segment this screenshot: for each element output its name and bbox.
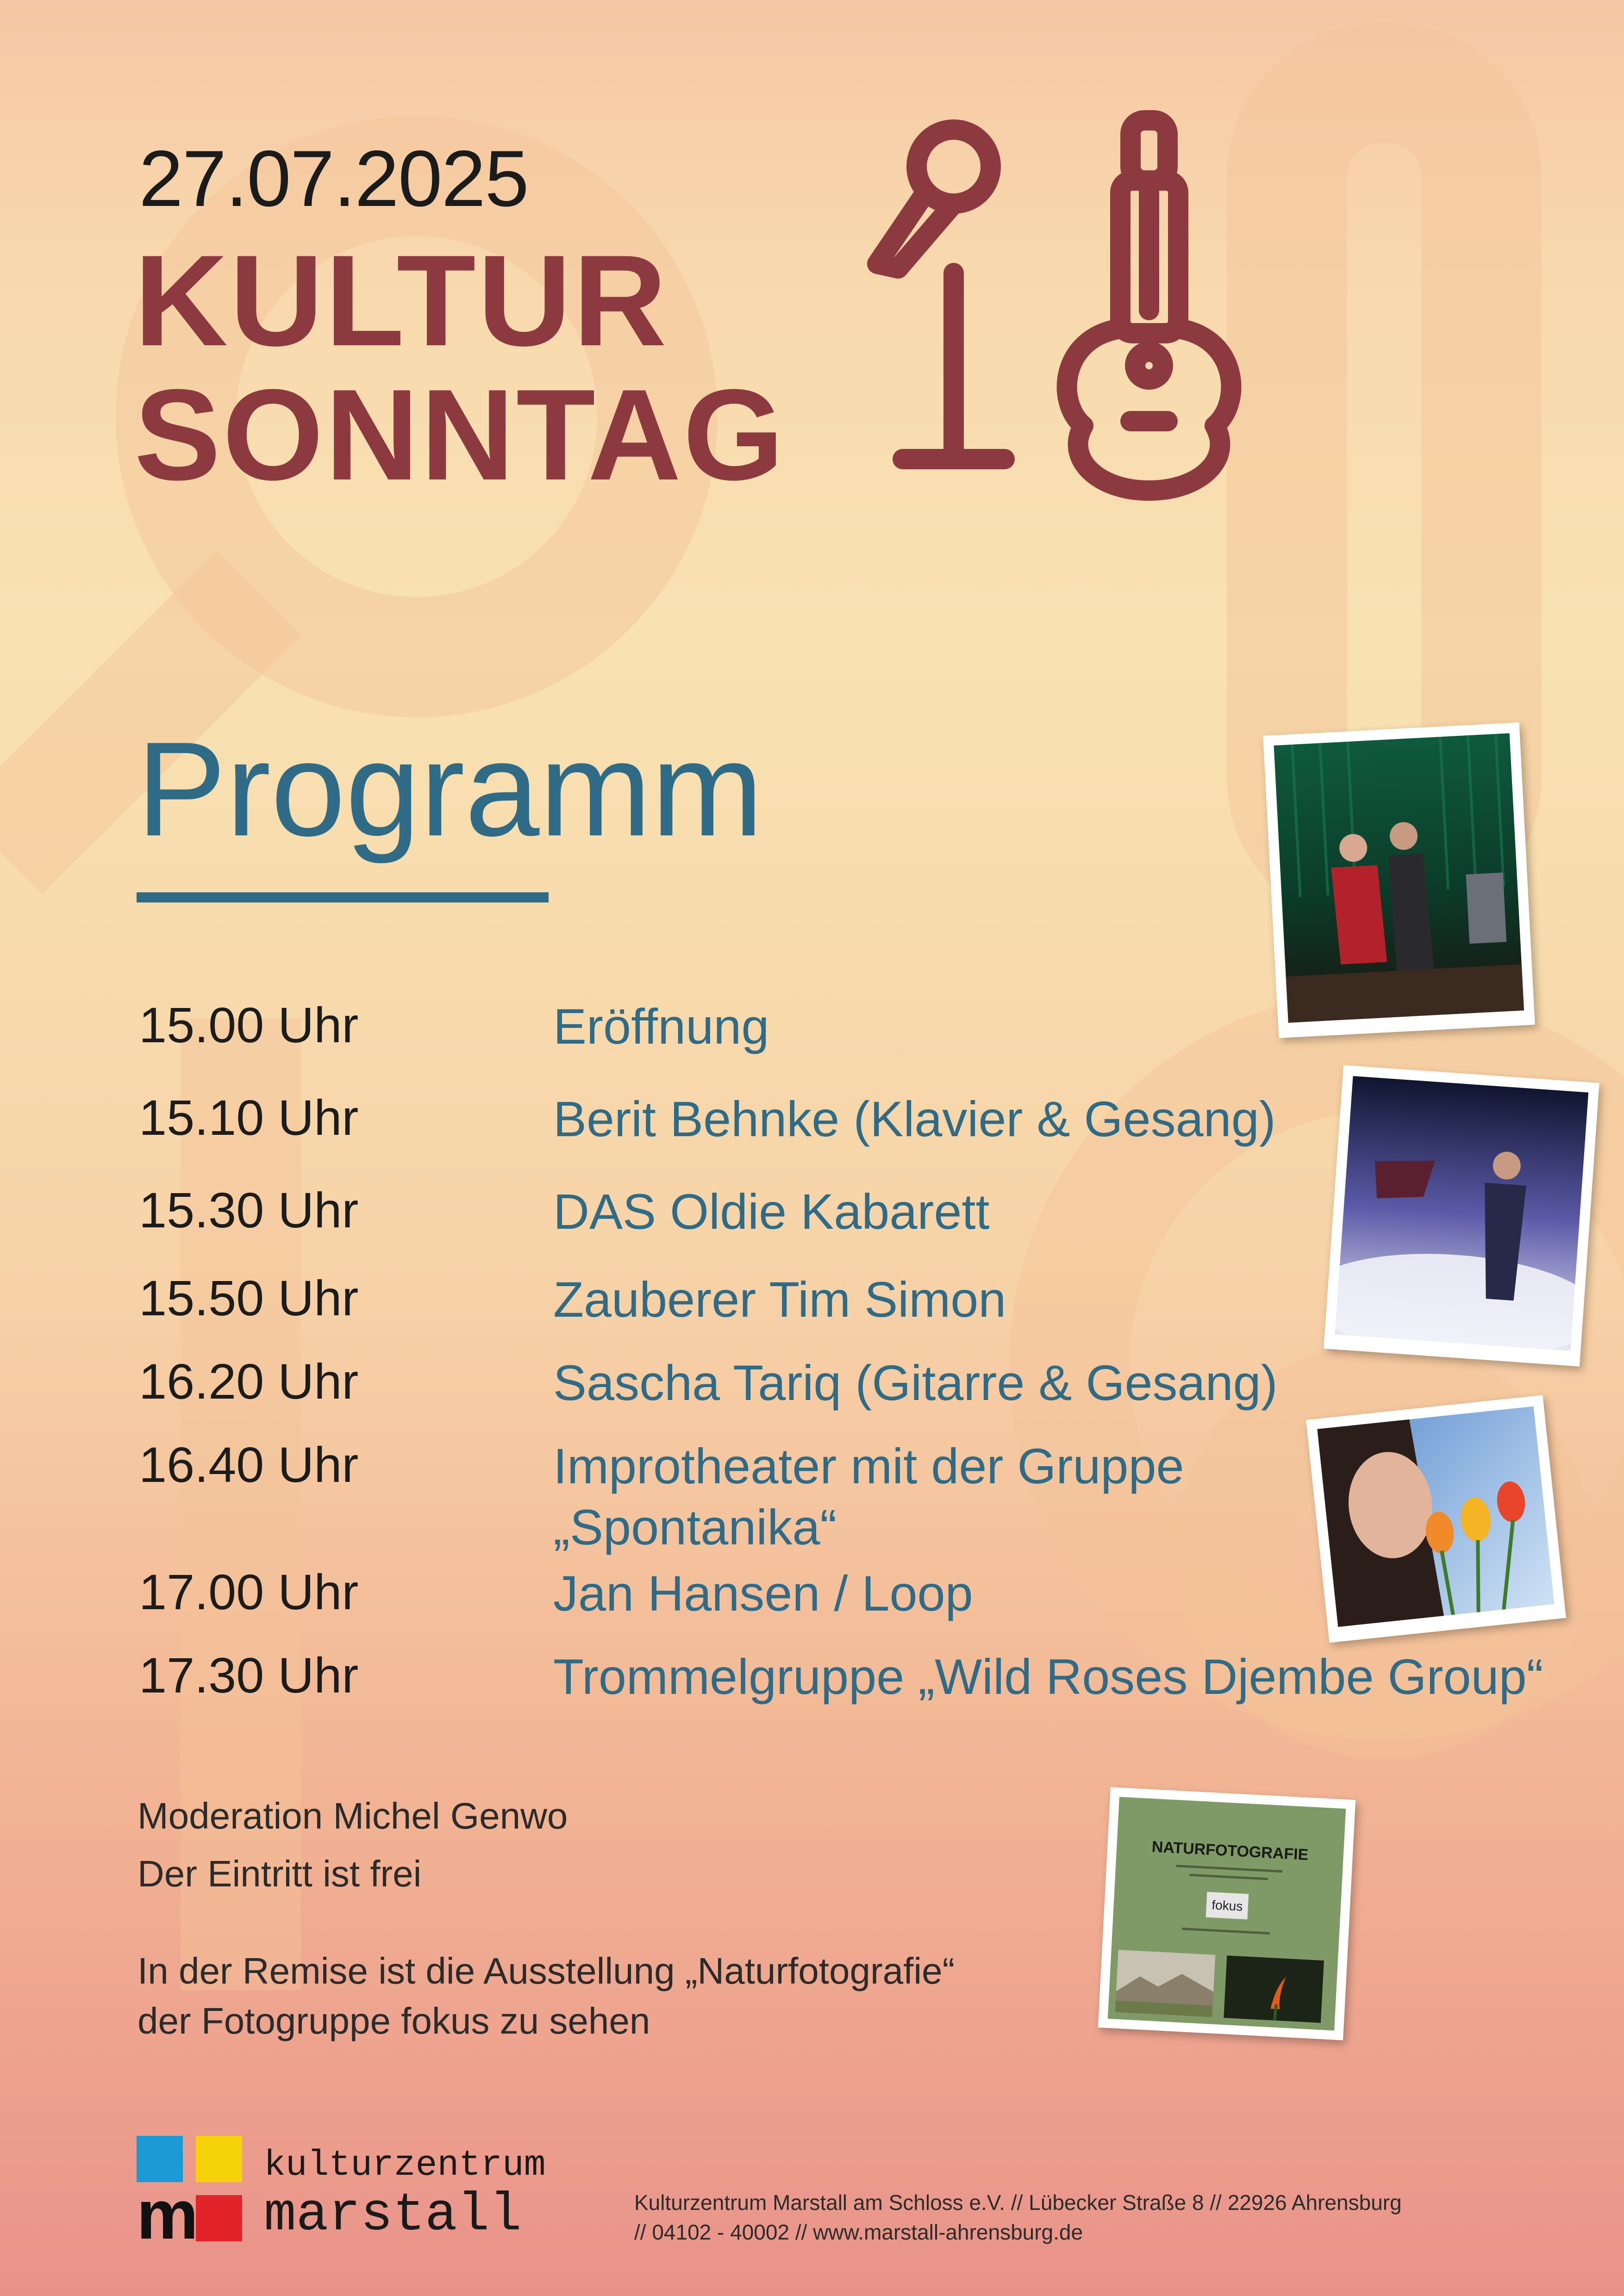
schedule-act-continued: „Spontanika“ — [553, 1499, 837, 1555]
schedule-act: Zauberer Tim Simon — [553, 1271, 1006, 1327]
exhibition-poster-badge: fokus — [1206, 1892, 1249, 1920]
schedule-time: 17.30 Uhr — [139, 1647, 359, 1703]
program-heading: Programm — [137, 714, 763, 864]
heading-underline — [137, 892, 549, 902]
schedule-time: 16.20 Uhr — [139, 1353, 359, 1409]
schedule-time: 15.30 Uhr — [139, 1182, 359, 1238]
photo-singer — [1306, 1395, 1566, 1643]
schedule-time: 15.50 Uhr — [139, 1270, 359, 1326]
schedule-time: 15.10 Uhr — [139, 1089, 359, 1145]
photo-exhibition-poster — [1098, 1787, 1355, 2040]
schedule-act: Berit Behnke (Klavier & Gesang) — [553, 1091, 1276, 1147]
guitar-icon — [1067, 120, 1231, 491]
exhibition-text-line1: In der Remise ist die Ausstellung „Naturfotografie“ — [137, 1950, 955, 1991]
exhibition-text-line2: der Fotogruppe fokus zu sehen — [137, 2000, 650, 2041]
marstall-logo-icon — [137, 2136, 243, 2242]
address-line2: // 04102 - 40002 // www.marstall-ahrensburg.de — [634, 2220, 1083, 2244]
photo-magician — [1324, 1065, 1599, 1366]
moderation-text: Moderation Michel Genwo — [137, 1795, 568, 1836]
schedule-act: Eröffnung — [553, 998, 769, 1054]
schedule-time: 15.00 Uhr — [139, 997, 359, 1053]
schedule-act: Sascha Tariq (Gitarre & Gesang) — [553, 1355, 1278, 1411]
exhibition-poster-title: NATURFOTOGRAFIE — [1151, 1838, 1309, 1864]
entry-text: Der Eintritt ist frei — [137, 1853, 422, 1894]
logo-text-line1: kulturzentrum — [264, 2145, 546, 2186]
schedule-time: 17.00 Uhr — [139, 1564, 359, 1620]
schedule-time: 16.40 Uhr — [139, 1437, 359, 1493]
schedule-act: Jan Hansen / Loop — [553, 1565, 973, 1621]
event-title-line2: SONNTAG — [134, 363, 786, 507]
schedule-act: DAS Oldie Kabarett — [553, 1183, 990, 1239]
schedule-act: Improtheater mit der Gruppe — [553, 1438, 1184, 1494]
logo-text-line2: marstall — [264, 2184, 522, 2246]
address-line1: Kulturzentrum Marstall am Schloss e.V. // Lübecker Straße 8 // 22926 Ahrensburg — [634, 2190, 1402, 2215]
microphone-icon — [877, 130, 1005, 459]
logo-letter: m — [137, 2176, 199, 2242]
hero-icons — [861, 106, 1259, 504]
event-title-line1: KULTUR — [134, 229, 669, 373]
schedule-act: Trommelgruppe „Wild Roses Djembe Group“ — [553, 1649, 1543, 1705]
event-date: 27.07.2025 — [139, 134, 528, 223]
photo-cabaret — [1263, 722, 1535, 1038]
